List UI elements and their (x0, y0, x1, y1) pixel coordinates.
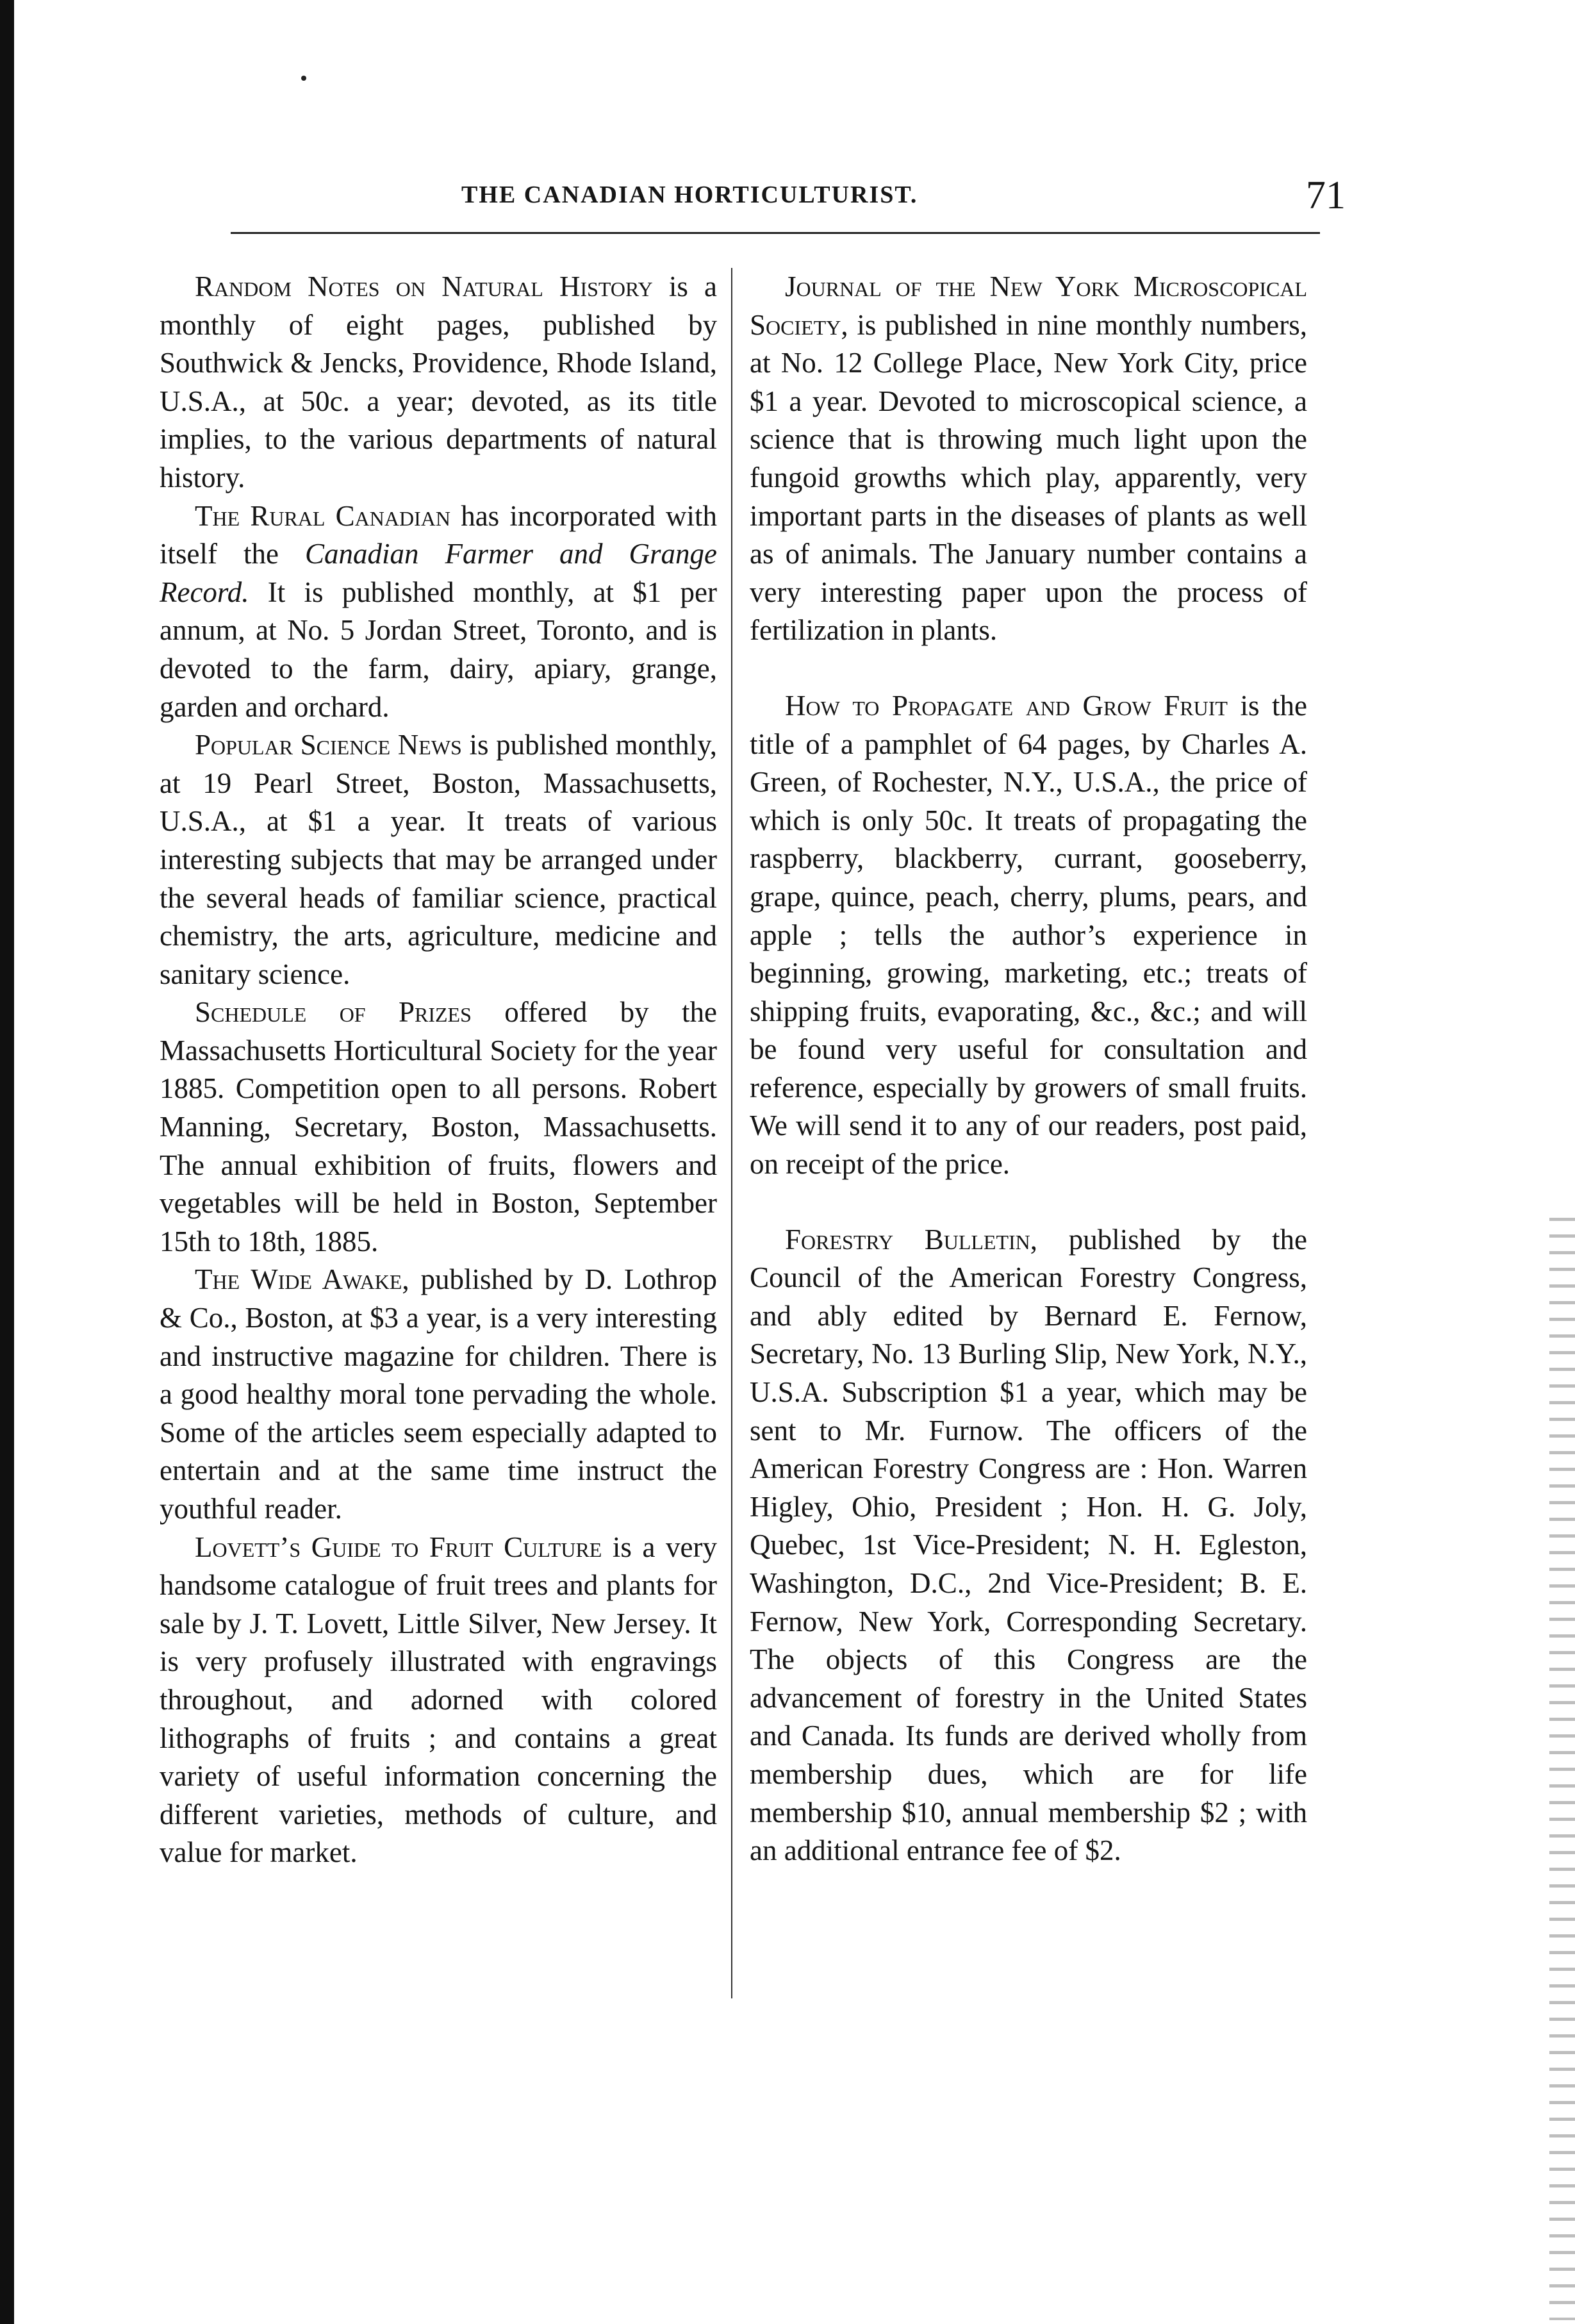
notice-rural-canadian (160, 497, 717, 727)
notice-body: , published by the Council of the American Forestry Congress, and ably edited by Bernard E. Fernow, Secretary, No. 13 Burling Slip, New York, N.Y., U.S.A. Subscription $1 a year, which may be sent to Mr. Furnow. The officers of the American Forestry Congress are : Hon. Warren Higley, Ohio, President ; Hon. H. G. Joly, Quebec, 1st Vice-President; N. H. Egleston, Washington, D.C., 2nd Vice-President; B. E. Fernow, New York, Corresponding Secretary. The objects of this Congress are the advancement of forestry in the United States and Canada. Its funds are derived wholly from membership dues, which are for life membership $10, annual membership $2 ; with an additional entrance fee of $2. (750, 1223, 1307, 1867)
notice-title: Journal of the New York Microscopical Society (750, 270, 1307, 341)
binding-shadow (0, 0, 14, 2324)
notice-body: It is published monthly, at $1 per annum, at No. 5 Jordan Street, Toronto, and is devoted to the farm, dairy, apiary, grange, garden and orchard. (160, 576, 717, 723)
notice-schedule-of-prizes (160, 993, 717, 1261)
notice-body: has incorporated with itself the (160, 499, 717, 570)
notice-italic-title: Canadian Farmer and Grange Record. (160, 538, 717, 608)
notice-random-notes (160, 268, 717, 497)
notice-popular-science (160, 726, 717, 993)
notice-body: offered by the Massachusetts Horticultural Society for the year 1885. Competition open to all persons. Robert Manning, Secretary, Boston, Massachusetts. The annual exhibition of fruits, flowers and vegetables will be held in Boston, September 15th to 18th, 1885. (160, 996, 717, 1257)
notice-body: , published by D. Lothrop & Co., Boston, at $3 a year, is a very interesting and instructive magazine for children. There is a good healthy moral tone pervading the whole. Some of the articles seem especially adapted to entertain and at the same time instruct the youthful reader. (160, 1263, 717, 1525)
notice-body: is a monthly of eight pages, published by Southwick & Jencks, Providence, Rhode Island, U.S.A., at 50c. a year; devoted, as its title implies, to the various departments of natural history. (160, 270, 717, 494)
notice-title: Popular Science News (195, 729, 462, 761)
notice-title: Lovett’s Guide to Fruit Culture (195, 1531, 602, 1563)
notice-title: Forestry Bulletin (785, 1223, 1030, 1256)
notice-body: , is published in nine monthly numbers, at No. 12 College Place, New York City, price $1 a year. Devoted to microscopical science, a science that is throwing much light upon the fungoid growths which play, apparently, very important parts in the diseases of plants as well as of animals. The January number contains a very interesting paper upon the process of fertilization in plants. (750, 308, 1307, 647)
column-divider (731, 268, 732, 1998)
notice-body: is published monthly, at 19 Pearl Street, Boston, Massachusetts, U.S.A., at $1 a year. It treats of various interesting subjects that may be arranged under the several heads of familiar science, practical chemistry, the arts, agriculture, medicine and sanitary science. (160, 729, 717, 990)
notice-forestry-bulletin (750, 1221, 1307, 1870)
notice-title: The Rural Canadian (195, 499, 450, 532)
notice-wide-awake (160, 1261, 717, 1528)
notice-propagate-fruit (750, 687, 1307, 1184)
running-title: THE CANADIAN HORTICULTURIST. (461, 181, 918, 208)
notice-body: is the title of a pamphlet of 64 pages, by Charles A. Green, of Rochester, N.Y., U.S.A., the price of which is only 50c. It treats of propagating the raspberry, blackberry, currant, gooseberry, grape, quince, peach, cherry, plums, pears, and apple ; tells the author’s experience in beginning, growing, marketing, etc.; treats of shipping fruits, evaporating, &c., &c.; and will be found very useful for consultation and reference, especially by growers of small fruits. We will send it to any of our readers, post paid, on receipt of the price. (750, 689, 1307, 1181)
notice-lovetts-guide (160, 1529, 717, 1872)
notice-title: Schedule of Prizes (195, 996, 472, 1029)
ink-speck (301, 76, 306, 81)
notice-title: How to Propagate and Grow Fruit (785, 689, 1228, 722)
notice-microscopical-journal (750, 268, 1307, 650)
notice-title: The Wide Awake (195, 1263, 402, 1296)
header-rule (231, 232, 1320, 234)
notice-body: is a very handsome catalogue of fruit trees and plants for sale by J. T. Lovett, Little Silver, New Jersey. It is very profusely illustrated with engravings throughout, and adorned with colored lithographs of fruits ; and contains a great variety of useful information concerning the different varieties, methods of culture, and value for market. (160, 1531, 717, 1869)
running-head (231, 173, 1346, 218)
right-column (750, 268, 1307, 1870)
page-edge-specks (1549, 1218, 1575, 2320)
page-number: 71 (1306, 174, 1346, 217)
notice-title: Random Notes on Natural History (195, 270, 653, 303)
left-column (160, 268, 717, 1872)
